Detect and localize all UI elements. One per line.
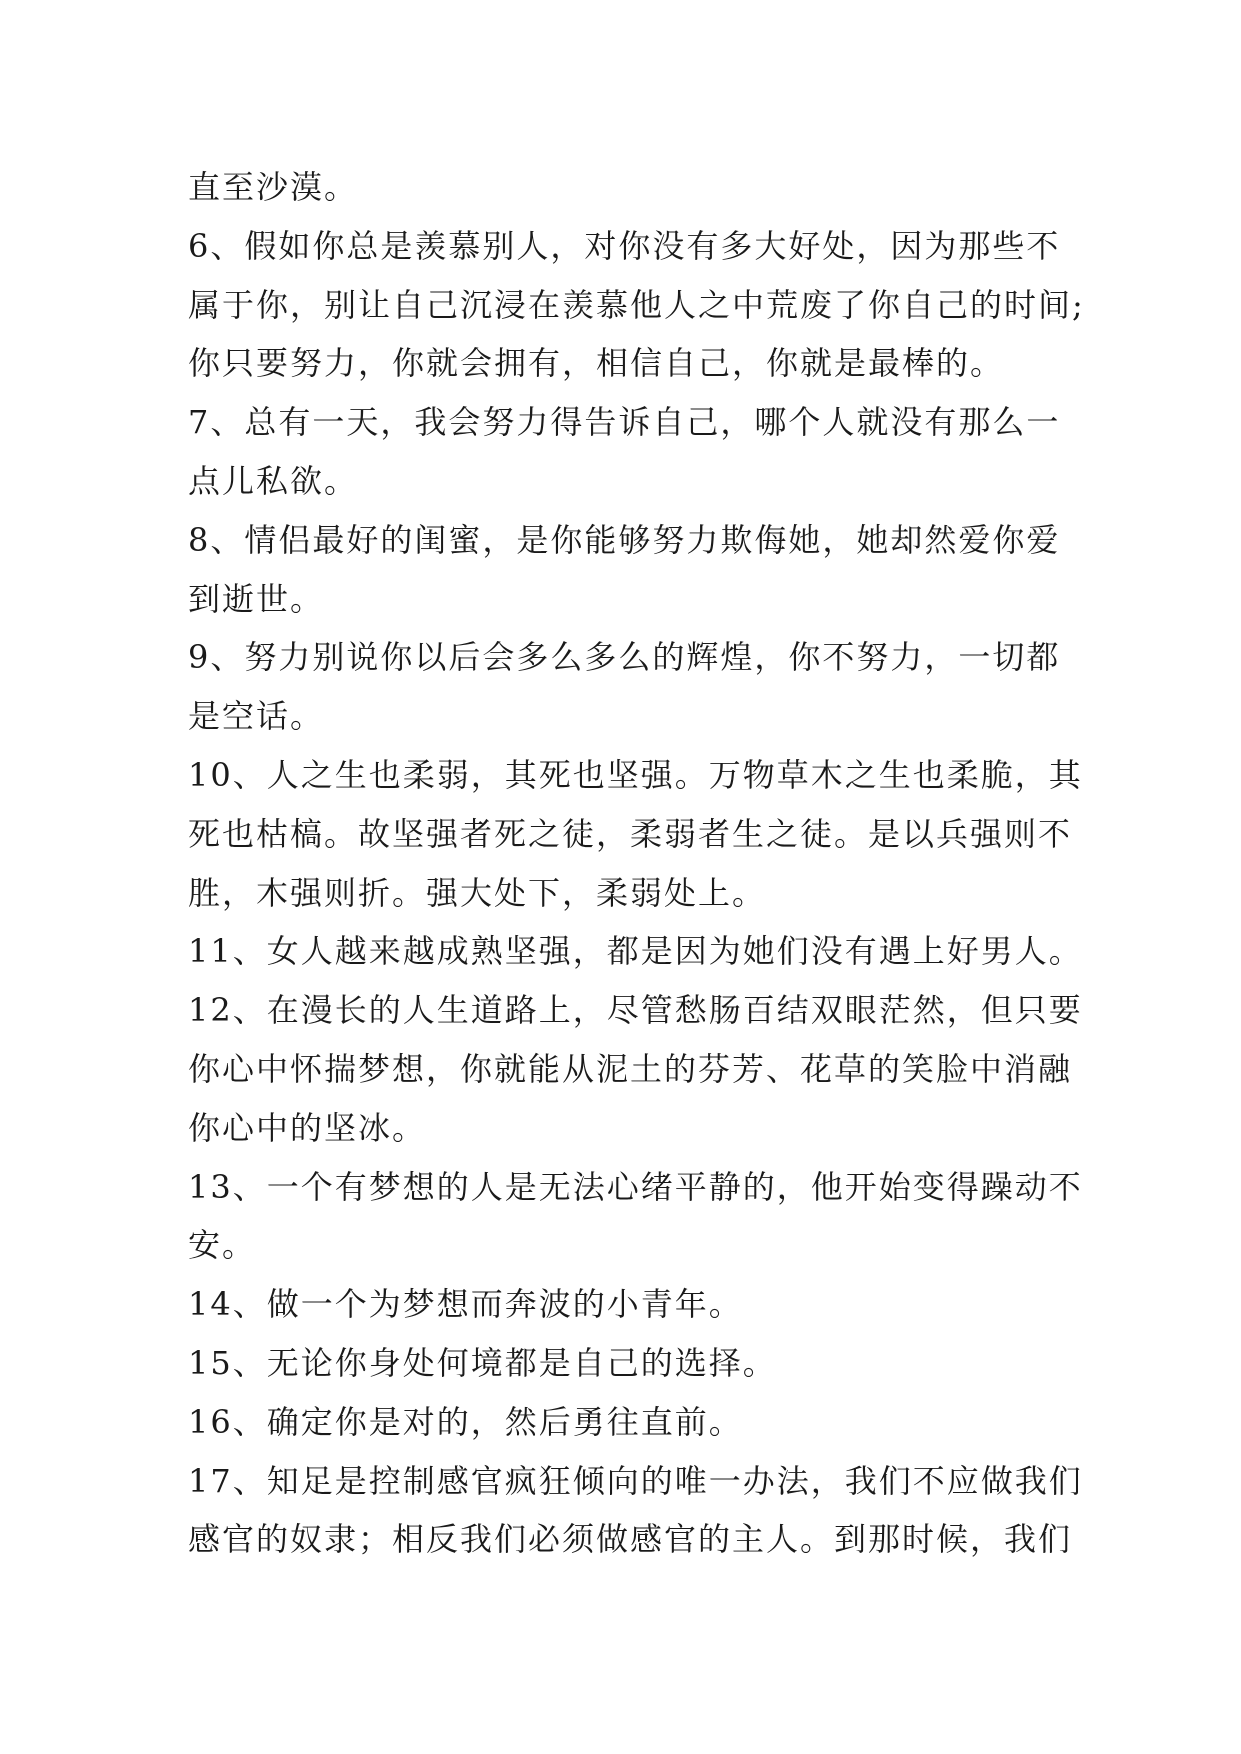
text-line: 你心中的坚冰。 xyxy=(188,1108,427,1147)
text-line: 是空话。 xyxy=(188,697,325,736)
text-line: 13、一个有梦想的人是无法心绪平静的，他开始变得躁动不 xyxy=(188,1167,1083,1206)
text-line: 你只要努力，你就会拥有，相信自己，你就是最棒的。 xyxy=(188,344,1005,383)
text-line: 6、假如你总是羡慕别人，对你没有多大好处，因为那些不 xyxy=(188,226,1061,265)
text-line: 10、人之生也柔弱，其死也坚强。万物草木之生也柔脆，其 xyxy=(188,755,1083,794)
text-line: 感官的奴隶；相反我们必须做感官的主人。到那时候，我们 xyxy=(188,1520,1073,1559)
text-line: 点儿私欲。 xyxy=(188,461,359,500)
text-line: 9、努力别说你以后会多么多么的辉煌，你不努力，一切都 xyxy=(188,638,1061,677)
text-line: 7、总有一天，我会努力得告诉自己，哪个人就没有那么一 xyxy=(188,403,1061,442)
text-line: 15、无论你身处何境都是自己的选择。 xyxy=(188,1343,777,1382)
text-line: 11、女人越来越成熟坚强，都是因为她们没有遇上好男人。 xyxy=(188,932,1083,971)
text-line: 14、做一个为梦想而奔波的小青年。 xyxy=(188,1285,743,1324)
text-line: 17、知足是控制感官疯狂倾向的唯一办法，我们不应做我们 xyxy=(188,1461,1083,1500)
text-line: 到逝世。 xyxy=(188,579,325,618)
text-line: 直至沙漠。 xyxy=(188,168,359,206)
text-line: 8、情侣最好的闺蜜，是你能够努力欺侮她，她却然爱你爱 xyxy=(188,520,1061,559)
text-line: 死也枯槁。故坚强者死之徒，柔弱者生之徒。是以兵强则不 xyxy=(188,814,1073,853)
document-body xyxy=(188,158,1085,1569)
text-line: 胜，木强则折。强大处下，柔弱处上。 xyxy=(188,873,767,912)
text-line: 安。 xyxy=(188,1226,257,1265)
text-line: 属于你，别让自己沉浸在羡慕他人之中荒废了你自己的时间; xyxy=(188,285,1085,324)
text-line: 12、在漫长的人生道路上，尽管愁肠百结双眼茫然，但只要 xyxy=(188,991,1083,1030)
text-line: 16、确定你是对的，然后勇往直前。 xyxy=(188,1402,743,1441)
text-line: 你心中怀揣梦想，你就能从泥土的芬芳、花草的笑脸中消融 xyxy=(188,1049,1073,1088)
